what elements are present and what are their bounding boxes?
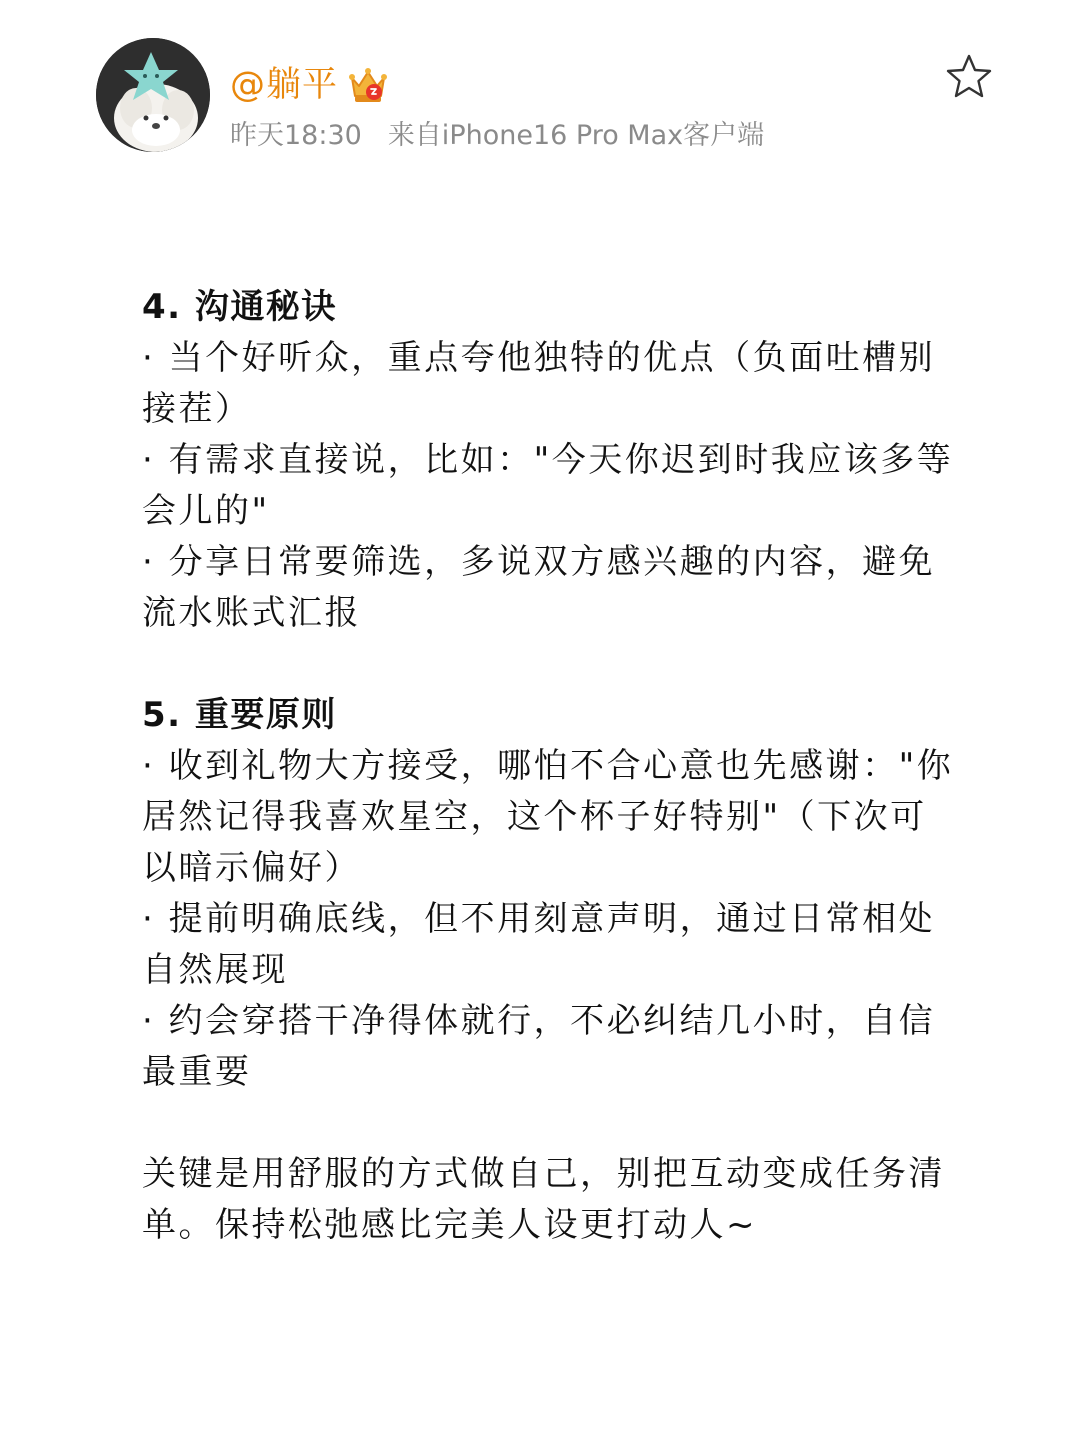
post-source: 来自iPhone16 Pro Max客户端 [387,120,765,151]
paragraph-gap [142,1098,962,1149]
paragraph-gap [142,639,962,690]
avatar-image [96,38,210,152]
section-title: 5. 重要原则 [142,695,337,735]
username[interactable]: @躺平 [230,65,339,105]
favorite-button[interactable] [944,52,994,102]
crown-vip-icon [346,64,390,108]
post-header [0,0,1080,200]
list-item: · 收到礼物大方接受，哪怕不合心意也先感谢："你居然记得我喜欢星空，这个杯子好特别"（下次可以暗示偏好） [142,746,954,888]
section-title: 4. 沟通秘诀 [142,287,337,327]
list-item: · 有需求直接说，比如："今天你迟到时我应该多等会儿的" [142,440,954,531]
avatar[interactable] [96,38,210,152]
list-item: · 当个好听众，重点夸他独特的优点（负面吐槽别接茬） [142,338,936,429]
star-outline-icon [944,52,994,102]
list-item: · 提前明确底线，但不用刻意声明，通过日常相处自然展现 [142,899,936,990]
post-meta [230,118,764,154]
post-body [142,282,962,1251]
list-item: · 约会穿搭干净得体就行，不必纠结几小时，自信最重要 [142,1001,936,1092]
list-item: · 分享日常要筛选，多说双方感兴趣的内容，避免流水账式汇报 [142,542,936,633]
closing-paragraph: 关键是用舒服的方式做自己，别把互动变成任务清单。保持松弛感比完美人设更打动人~ [142,1154,945,1245]
post-timestamp: 昨天18:30 [230,120,362,151]
